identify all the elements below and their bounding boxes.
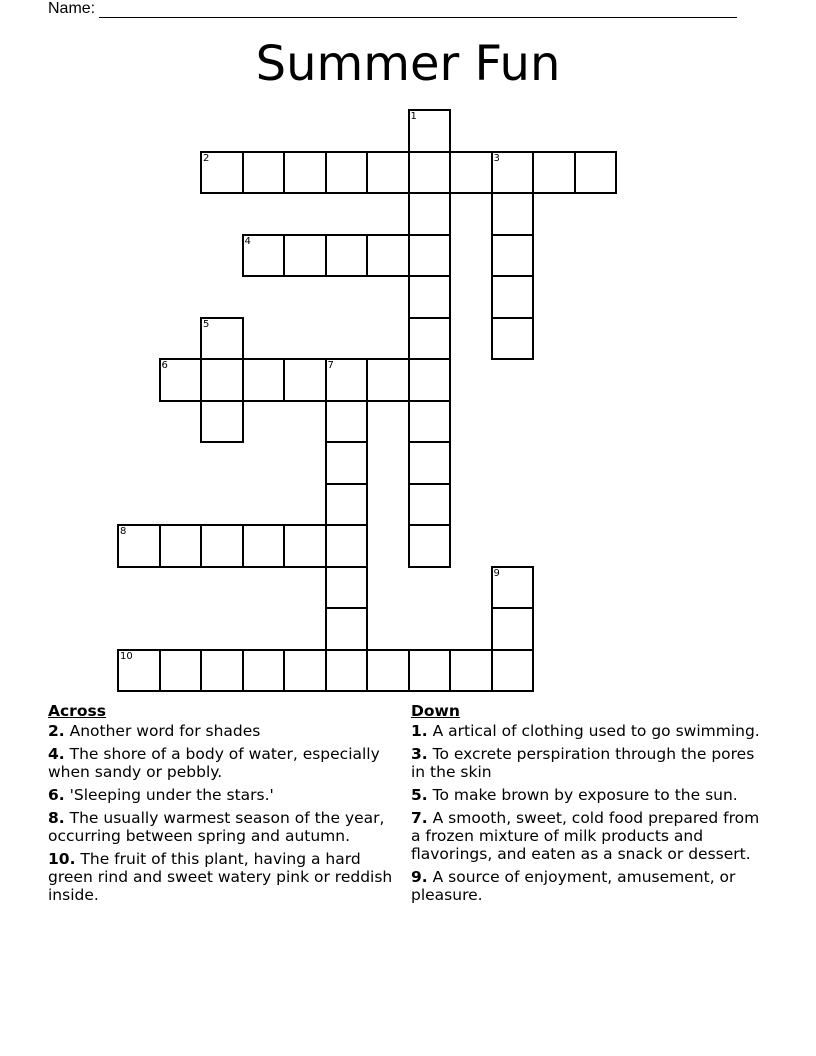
grid-cell[interactable] [283,524,327,568]
cell-number: 9 [493,567,500,579]
grid-cell[interactable] [325,483,369,527]
grid-cell[interactable] [408,483,452,527]
grid-cell[interactable] [325,649,369,693]
grid-cell[interactable] [491,151,535,195]
grid-cell[interactable] [408,151,452,195]
clue-down-1: 1. A artical of clothing used to go swimming. [411,722,760,740]
name-label: Name: [48,0,96,17]
grid-cell[interactable] [242,151,286,195]
grid-cell[interactable] [200,317,244,361]
grid-cell[interactable] [242,524,286,568]
grid-cell[interactable] [200,524,244,568]
grid-cell[interactable] [200,649,244,693]
grid-cell[interactable] [532,151,576,195]
grid-cell[interactable] [159,358,203,402]
grid-cell[interactable] [325,441,369,485]
cell-number: 1 [410,111,417,122]
grid-cell[interactable] [117,649,161,693]
clue-down-5: 5. To make brown by exposure to the sun. [411,786,738,804]
grid-cell[interactable] [325,566,369,610]
grid-cell[interactable] [283,151,327,195]
grid-cell[interactable] [491,317,535,361]
grid-cell[interactable] [408,109,452,153]
grid-cell[interactable] [117,524,161,568]
grid-cell[interactable] [242,358,286,402]
clue-across-10: 10. The fruit of this plant, having a hard green rind and sweet watery pink or reddish inside. [48,850,393,904]
grid-cell[interactable] [200,151,244,195]
clue-down-9: 9. A source of enjoyment, amusement, or pleasure. [411,868,736,904]
grid-cell[interactable] [449,151,493,195]
cell-number: 5 [203,318,210,330]
grid-cell[interactable] [283,234,327,278]
grid-cell[interactable] [408,192,452,236]
grid-cell[interactable] [408,400,452,444]
grid-cell[interactable] [408,275,452,319]
grid-cell[interactable] [159,649,203,693]
grid-cell[interactable] [159,524,203,568]
grid-cell[interactable] [366,649,410,693]
grid-cell[interactable] [408,317,452,361]
clue-across-4: 4. The shore of a body of water, especially when sandy or pebbly. [48,745,380,781]
across-clues [48,702,398,909]
grid-cell[interactable] [366,358,410,402]
grid-cell[interactable] [242,234,286,278]
grid-cell[interactable] [283,358,327,402]
grid-cell[interactable] [325,358,369,402]
grid-cell[interactable] [491,649,535,693]
grid-cell[interactable] [242,649,286,693]
grid-cell[interactable] [325,400,369,444]
clue-across-2: 2. Another word for shades [48,722,261,740]
grid-cell[interactable] [366,234,410,278]
cell-number: 7 [327,360,334,371]
grid-cell[interactable] [574,151,618,195]
cell-number: 10 [120,650,133,662]
cell-number: 6 [161,360,168,371]
clue-across-8: 8. The usually warmest season of the year, occurring between spring and autumn. [48,809,385,845]
grid-cell[interactable] [325,607,369,651]
cell-number: 4 [244,235,251,247]
down-clues [411,702,761,909]
clue-across-6: 6. 'Sleeping under the stars.' [48,786,274,804]
grid-cell[interactable] [491,192,535,236]
grid-cell[interactable] [283,649,327,693]
grid-cell[interactable] [491,275,535,319]
grid-cell[interactable] [449,649,493,693]
grid-cell[interactable] [491,607,535,651]
down-heading: Down [411,702,460,720]
grid-cell[interactable] [200,400,244,444]
grid-cell[interactable] [408,358,452,402]
grid-cell[interactable] [491,566,535,610]
across-heading: Across [48,702,106,720]
grid-cell[interactable] [408,441,452,485]
grid-cell[interactable] [200,358,244,402]
grid-cell[interactable] [325,151,369,195]
grid-cell[interactable] [408,234,452,278]
cell-number: 8 [120,526,127,537]
cell-number: 2 [203,152,210,164]
grid-cell[interactable] [325,524,369,568]
clue-down-3: 3. To excrete perspiration through the pores in the skin [411,745,755,781]
grid-cell[interactable] [325,234,369,278]
cell-number: 3 [493,152,500,164]
page-title: Summer Fun [255,36,561,92]
grid-cell[interactable] [491,234,535,278]
clue-down-7: 7. A smooth, sweet, cold food prepared from a frozen mixture of milk products and flavorings, and eaten as a snack or dessert. [411,809,760,863]
grid-cell[interactable] [366,151,410,195]
grid-cell[interactable] [408,524,452,568]
grid-cell[interactable] [408,649,452,693]
